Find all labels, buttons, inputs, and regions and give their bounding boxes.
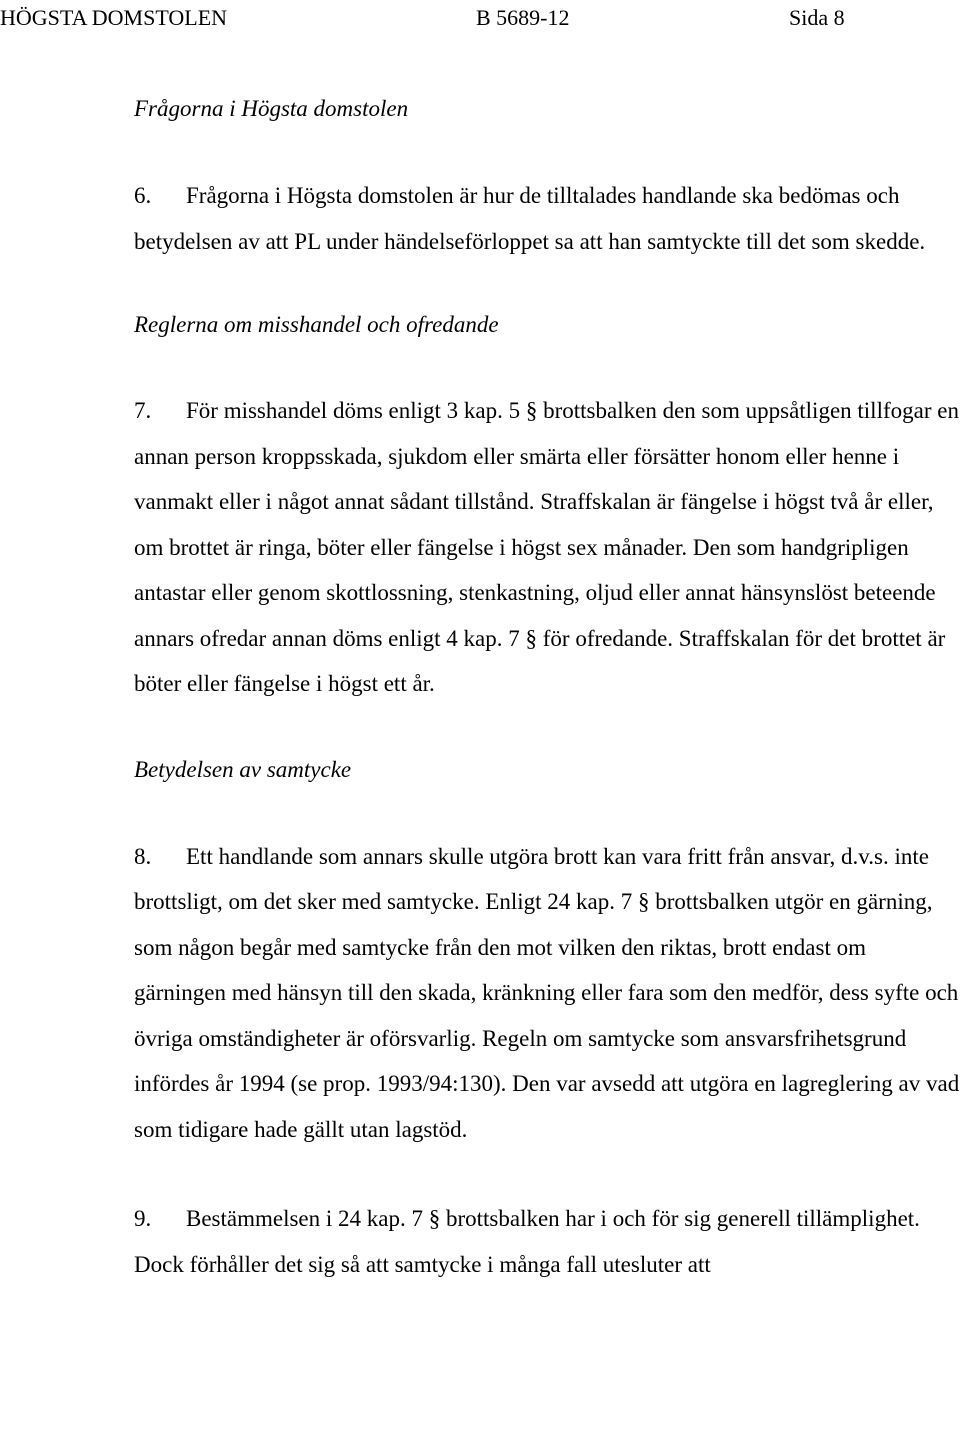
- paragraph-text: Frågorna i Högsta domstolen är hur de tilltalades handlande ska bedömas och betydelsen av att PL under händelseförloppet sa att han samtyckte till det som skedde.: [134, 183, 926, 254]
- paragraph-7: [134, 388, 960, 707]
- case-number: B 5689-12: [476, 5, 570, 30]
- section-heading-consent: Betydelsen av samtycke: [134, 756, 352, 782]
- document-body: [134, 90, 960, 1287]
- paragraph-number: 8.: [134, 843, 152, 869]
- page-number: Sida 8: [789, 5, 845, 30]
- paragraph-6: [134, 173, 960, 264]
- paragraph-number: 9.: [134, 1206, 152, 1231]
- paragraph-number: 6.: [134, 183, 152, 208]
- page-header: [0, 0, 960, 40]
- paragraph-9: [134, 1196, 960, 1287]
- court-name: HÖGSTA DOMSTOLEN: [0, 5, 228, 30]
- paragraph-text: Bestämmelsen i 24 kap. 7 § brottsbalken har i och för sig generell tillämplighet. Dock förhåller det sig så att samtycke i många fall utesluter att: [134, 1206, 920, 1277]
- paragraph-number: 7.: [134, 398, 152, 423]
- section-heading-rules: Reglerna om misshandel och ofredande: [134, 312, 499, 337]
- paragraph-8: [134, 834, 960, 1153]
- section-heading-questions: Frågorna i Högsta domstolen: [134, 96, 409, 121]
- paragraph-text: För misshandel döms enligt 3 kap. 5 § brottsbalken den som uppsåtligen tillfogar en annan person kroppsskada, sjukdom eller smärta eller försätter honom eller henne i vanmakt eller i något annat sådant tillstånd. Straffskalan är fängelse i högst två år eller, om brottet är ringa, böter eller fängelse i högst sex månader. Den som handgripligen antastar eller genom skottlossning, stenkastning, oljud eller annat hänsynslöst beteende annars ofredar annan döms enligt 4 kap. 7 § för ofredande. Straffskalan för det brottet är böter eller fängelse i högst ett år.: [134, 398, 959, 696]
- paragraph-text: Ett handlande som annars skulle utgöra brott kan vara fritt från ansvar, d.v.s. inte brottsligt, om det sker med samtycke. Enligt 24 kap. 7 § brottsbalken utgör en gärning, som någon begår med samtycke från den mot vilken den riktas, brott endast om gärningen med hänsyn till den skada, kränkning eller fara som den medför, dess syfte och övriga omständigheter är oförsvarlig. Regeln om samtycke som ansvarsfrihetsgrund infördes år 1994 (se prop. 1993/94:130). Den var avsedd att utgöra en lagreglering av vad som tidigare hade gällt utan lagstöd.: [134, 843, 960, 1142]
